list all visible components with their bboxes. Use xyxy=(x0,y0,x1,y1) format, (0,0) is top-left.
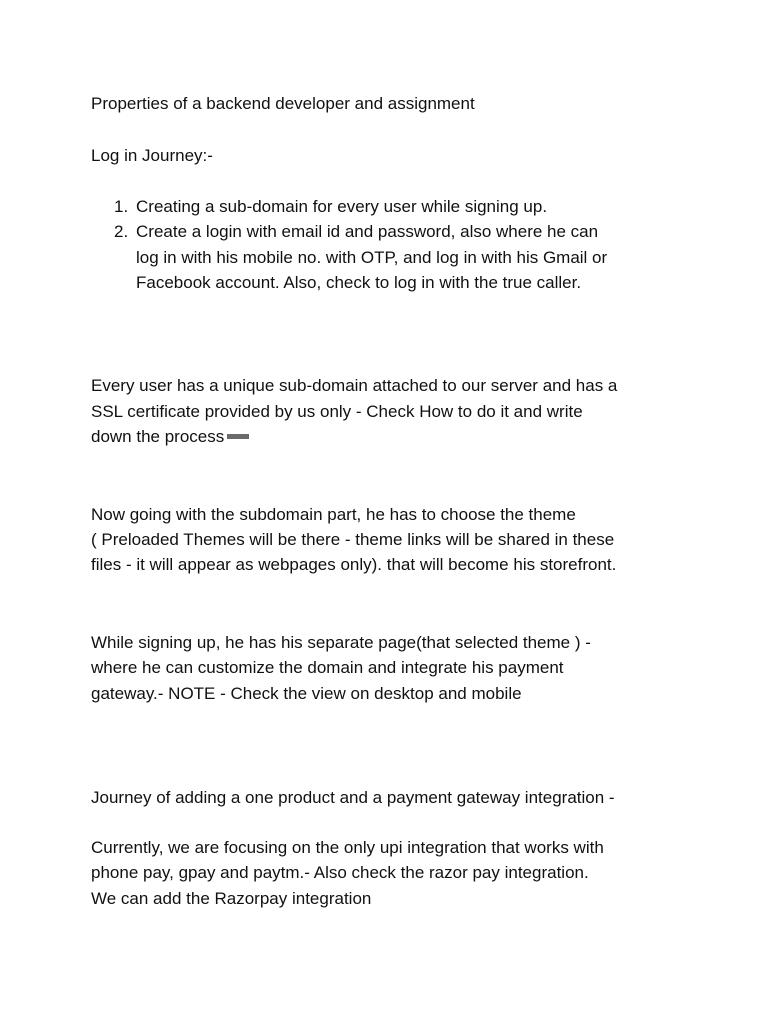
dash-icon xyxy=(227,434,249,439)
paragraph-line: Every user has a unique sub-domain attached to our server and has a xyxy=(91,376,618,395)
paragraph-line: files - it will appear as webpages only). that will become his storefront. xyxy=(91,555,617,574)
paragraph-line: down the process xyxy=(91,427,225,446)
list-item-text: Create a login with email id and password, also where he can xyxy=(136,222,599,241)
paragraph-line: ( Preloaded Themes will be there - theme links will be shared in these xyxy=(91,530,615,549)
paragraph-line-with-dash xyxy=(91,427,249,447)
paragraph-line: SSL certificate provided by us only - Check How to do it and write xyxy=(91,402,583,421)
product-journey-heading: Journey of adding a one product and a payment gateway integration - xyxy=(91,788,615,807)
document-title: Properties of a backend developer and assignment xyxy=(91,94,475,113)
paragraph-line: where he can customize the domain and integrate his payment xyxy=(91,658,564,677)
paragraph-line: phone pay, gpay and paytm.- Also check the razor pay integration. xyxy=(91,863,589,882)
list-item-text: Facebook account. Also, check to log in with the true caller. xyxy=(136,273,582,292)
list-item-number: 2. xyxy=(114,222,129,241)
paragraph-line: Currently, we are focusing on the only upi integration that works with xyxy=(91,838,604,857)
paragraph-line: gateway.- NOTE - Check the view on desktop and mobile xyxy=(91,684,522,703)
list-item-text: log in with his mobile no. with OTP, and log in with his Gmail or xyxy=(136,248,608,267)
list-item-text: Creating a sub-domain for every user while signing up. xyxy=(136,197,548,216)
paragraph-line: Now going with the subdomain part, he has to choose the theme xyxy=(91,505,576,524)
paragraph-line: While signing up, he has his separate page(that selected theme ) - xyxy=(91,633,591,652)
paragraph-line: We can add the Razorpay integration xyxy=(91,889,372,908)
list-item-number: 1. xyxy=(114,197,129,216)
login-journey-heading: Log in Journey:- xyxy=(91,146,213,165)
